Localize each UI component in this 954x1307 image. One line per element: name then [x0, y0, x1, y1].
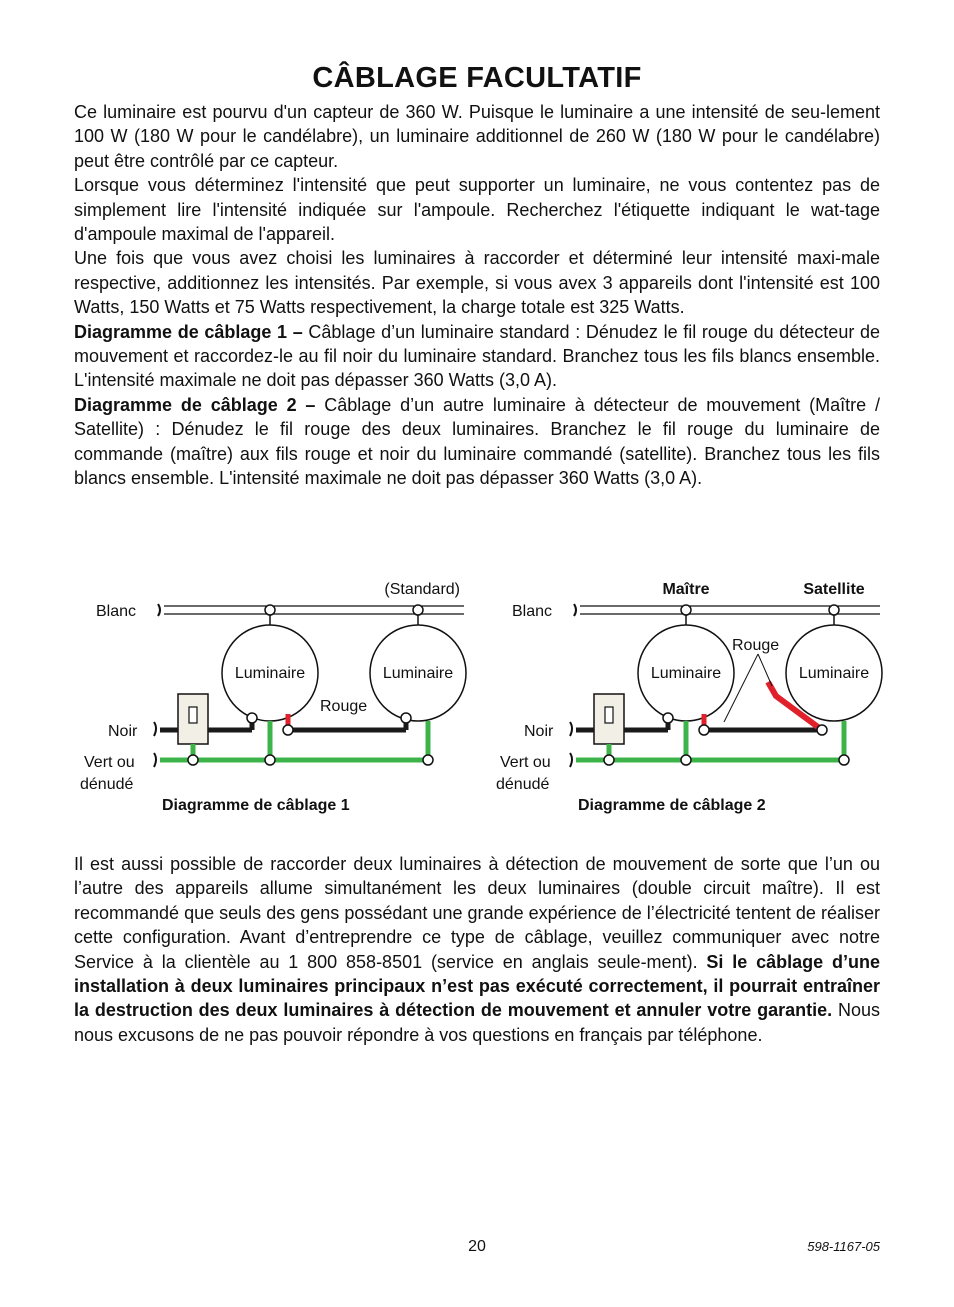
outro-text-1: Il est aussi possible de raccorder deux luminaires à détection de mouvement de sorte que l’un ou l’autre des appareils allume simultanément les deux luminaires (double circuit maître). Il est recommandé que seuls des gens possédant une grande expérience de l’électricité tentent de réaliser cette configuration. Avant d’entreprendre ce type de câblage, veuillez communiquer avec notre Service à la clientèle au 1 800 858-8501 (service en anglais seule-ment).	[74, 854, 880, 972]
diagram1-description-heading: Diagramme de câblage 1 –	[74, 321, 303, 342]
ground-junction-1	[188, 755, 198, 765]
fixture-satellite-label: Luminaire	[798, 665, 870, 682]
wiring-diagram-2	[490, 570, 890, 820]
noir-label: Noir	[524, 723, 554, 740]
white-wire-end-icon	[574, 604, 576, 616]
diagram2-caption: Diagramme de câblage 2	[578, 797, 766, 814]
green-wire-end-icon	[154, 753, 156, 767]
satellite-junction	[817, 725, 827, 735]
intro-section	[74, 100, 880, 491]
intro-paragraph-1: Ce luminaire est pourvu d'un capteur de 360 W. Puisque le luminaire a une intensité de seu-lement 100 W (180 W pour le candélabre), un luminaire additionnel de 260 W (180 W pour le candélabre) peut être contrôlé par ce capteur.	[74, 102, 880, 171]
outro-section	[74, 852, 880, 1047]
ground-junction-2	[265, 755, 275, 765]
vert-label-line2: dénudé	[496, 776, 550, 793]
green-wire-end-icon	[570, 753, 572, 767]
maitre-label: Maître	[662, 581, 710, 598]
black-wire-end-icon	[154, 722, 156, 736]
white-wire-end-icon	[158, 604, 160, 616]
master-black-terminal	[663, 713, 673, 723]
diagram2-description	[74, 393, 880, 491]
diagram2-description-text: Câblage d’un autre luminaire à détecteur de mouvement (Maître / Satellite) : Dénudez le fil rouge des deux luminaires. Branchez le fil rouge du luminaire de commande (maître) aux fils rouge et noir du luminaire commandé (satellite). Branchez tous les fils blancs ensemble. L'intensité maximale ne doit pas dépasser 360 Watts (3,0 A).	[74, 394, 881, 489]
fixture-2-label: Luminaire	[382, 665, 454, 682]
satellite-label: Satellite	[803, 581, 865, 598]
blanc-label: Blanc	[512, 603, 553, 620]
diagram1-description-text: Câblage d’un luminaire standard : Dénudez le fil rouge du détecteur de mouvement et raccordez-le au fil noir du luminaire standard. Branchez tous les fils blancs ensemble. L'intensité maximale ne doit pas dépasser 360 Watts (3,0 A).	[74, 321, 881, 391]
fixture-master-label: Luminaire	[650, 665, 722, 682]
red-junction	[283, 725, 293, 735]
intro-paragraph-3: Une fois que vous avez choisi les luminaires à raccorder et déterminé leur intensité maxi-male respective, additionnez les intensités. Par exemple, si vous avex 3 appareils dont l'intensité est 100 Watts, 150 Watts et 75 Watts respectivement, la charge totale est 325 Watts.	[74, 248, 880, 318]
white-junction-2	[413, 605, 423, 615]
page-number: 20	[468, 1238, 486, 1255]
white-junction-1	[265, 605, 275, 615]
white-junction-1	[681, 605, 691, 615]
rouge-label: Rouge	[320, 698, 368, 715]
diagram1-caption: Diagramme de câblage 1	[162, 797, 350, 814]
fixture2-black-terminal	[401, 713, 411, 723]
ground-junction-3	[423, 755, 433, 765]
ground-junction-3	[839, 755, 849, 765]
ground-junction-2	[681, 755, 691, 765]
outro-text-2: Nous nous excusons de ne pas pouvoir répondre à vos questions en français par téléphone.	[74, 1000, 880, 1045]
outro-paragraph	[74, 852, 880, 1047]
fixture-1-label: Luminaire	[234, 665, 306, 682]
wiring-diagram-2-svg	[490, 570, 890, 820]
white-junction-2	[829, 605, 839, 615]
outro-warning: Si le câblage d’une installation à deux luminaires principaux n’est pas exécuté correctement, il pourrait entraîner la destruction des deux luminaires à détection de mouvement et annuler votre garantie.	[74, 951, 880, 1021]
wiring-diagram-1-svg	[74, 570, 474, 820]
vert-label-line1: Vert ou	[84, 754, 135, 771]
intro-paragraph-2: Lorsque vous déterminez l'intensité que peut supporter un luminaire, ne vous contentez pas de simplement lire l'intensité indiquée sur l'ampoule. Recherchez l'étiquette indiquant le wat-tage d'ampoule maximal de l'appareil.	[74, 175, 880, 245]
black-wire-end-icon	[570, 722, 572, 736]
diagram1-description	[74, 320, 880, 393]
page-title: CÂBLAGE FACULTATIF	[312, 62, 642, 94]
noir-label: Noir	[108, 723, 138, 740]
vert-label-line1: Vert ou	[500, 754, 551, 771]
vert-label-line2: dénudé	[80, 776, 134, 793]
blanc-label: Blanc	[96, 603, 137, 620]
rouge-leader-line-2	[758, 654, 772, 686]
ground-junction-1	[604, 755, 614, 765]
document-code: 598-1167-05	[807, 1239, 880, 1254]
standard-label: (Standard)	[384, 581, 460, 598]
switch-toggle-icon	[189, 707, 197, 723]
wiring-diagram-1	[74, 570, 474, 820]
rouge-label: Rouge	[732, 637, 780, 654]
master-red-junction	[699, 725, 709, 735]
switch-toggle-icon	[605, 707, 613, 723]
diagram2-description-heading: Diagramme de câblage 2 –	[74, 394, 316, 415]
fixture1-black-terminal	[247, 713, 257, 723]
